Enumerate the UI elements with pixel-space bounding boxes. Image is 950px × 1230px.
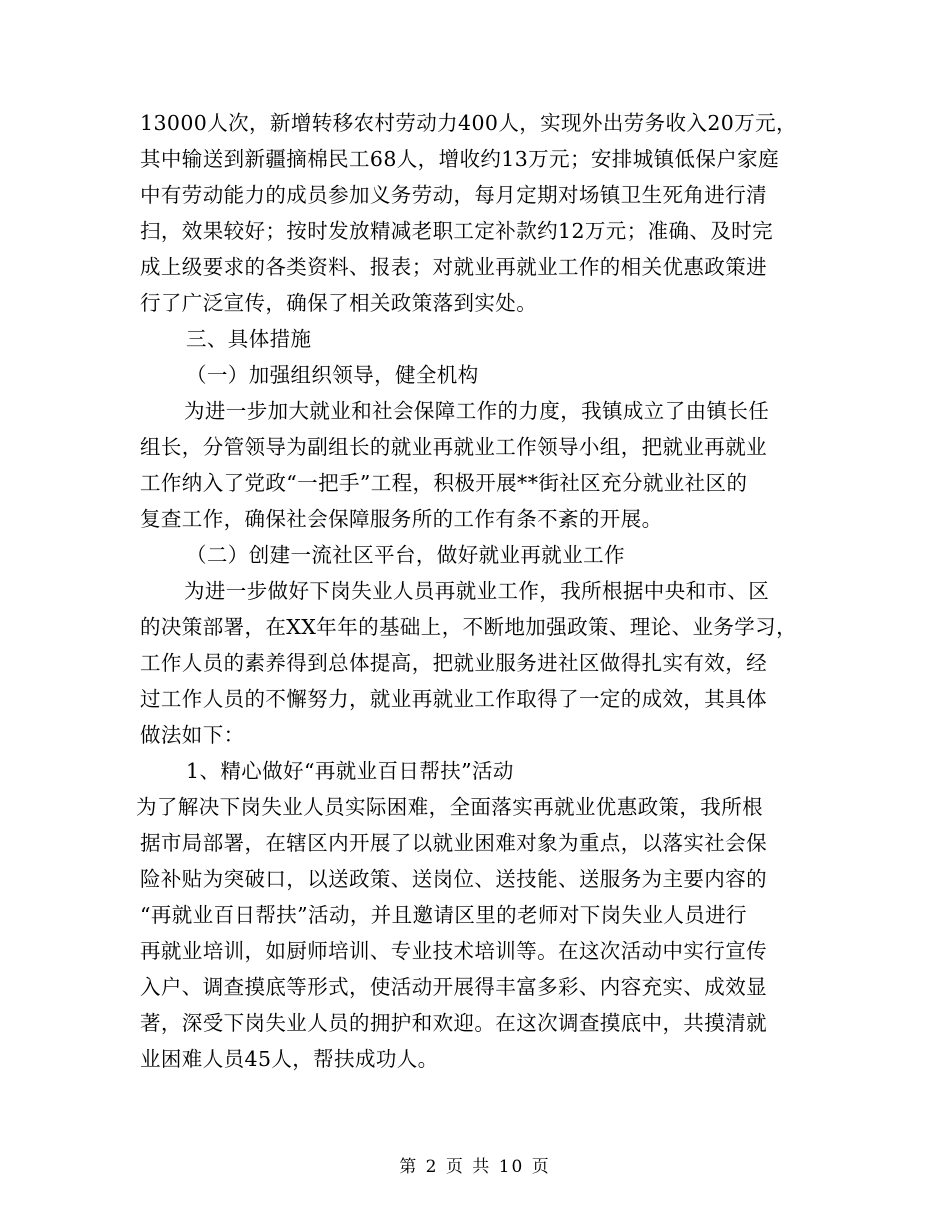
text-line: 其中输送到新疆摘棉民工68人，增收约13万元；安排城镇低保户家庭 [140, 147, 779, 171]
text-line: 行了广泛宣传，确保了相关政策落到实处。 [140, 291, 538, 315]
text-line: 扫，效果较好；按时发放精减老职工定补款约12万元；准确、及时完 [140, 219, 773, 243]
text-line: 工作人员的素养得到总体提高，把就业服务进社区做得扎实有效，经 [140, 651, 767, 675]
text-line: 过工作人员的不懈努力，就业再就业工作取得了一定的成效，其具体 [140, 687, 767, 711]
numbered-heading: 1、精心做好“再就业百日帮扶”活动 [186, 759, 514, 783]
text-line: 成上级要求的各类资料、报表；对就业再就业工作的相关优惠政策进 [140, 255, 767, 279]
paragraph-start-line: 为进一步加大就业和社会保障工作的力度，我镇成立了由镇长任 [184, 399, 770, 423]
text-line: 的决策部署，在XX年年的基础上，不断地加强政策、理论、业务学习， [140, 615, 797, 639]
text-line: 工作纳入了党政“一把手”工程，积极开展**街社区充分就业社区的 [140, 471, 748, 495]
text-line: 做法如下： [140, 723, 245, 747]
page-number-footer: 第 2 页 共 10 页 [399, 1157, 551, 1177]
text-line: 中有劳动能力的成员参加义务劳动，每月定期对场镇卫生死角进行清 [140, 183, 767, 207]
paragraph-start-line: 为进一步做好下岗失业人员再就业工作，我所根据中央和市、区 [184, 579, 770, 603]
text-line: 险补贴为突破口，以送政策、送岗位、送技能、送服务为主要内容的 [140, 867, 767, 891]
section-heading: 三、具体措施 [186, 327, 312, 351]
text-line: 再就业培训，如厨师培训、专业技术培训等。在这次活动中实行宣传 [140, 939, 767, 963]
text-line: “再就业百日帮扶”活动，并且邀请区里的老师对下岗失业人员进行 [140, 903, 747, 927]
text-line: 复查工作，确保社会保障服务所的工作有条不紊的开展。 [140, 507, 663, 531]
subsection-heading: （二）创建一流社区平台，做好就业再就业工作 [186, 543, 625, 567]
text-line: 业困难人员45人，帮扶成功人。 [140, 1047, 439, 1071]
subsection-heading: （一）加强组织领导，健全机构 [186, 363, 479, 387]
text-line: 入户、调查摸底等形式，使活动开展得丰富多彩、内容充实、成效显 [140, 975, 767, 999]
text-line: 组长，分管领导为副组长的就业再就业工作领导小组，把就业再就业 [140, 435, 767, 459]
text-line: 著，深受下岗失业人员的拥护和欢迎。在这次调查摸底中，共摸清就 [140, 1011, 767, 1035]
text-line: 据市局部署，在辖区内开展了以就业困难对象为重点，以落实社会保 [140, 831, 767, 855]
paragraph-start-line: 为了解决下岗失业人员实际困难，全面落实再就业优惠政策，我所根 [136, 795, 763, 819]
text-line: 13000人次，新增转移农村劳动力400人，实现外出劳务收入20万元， [140, 111, 797, 135]
document-body [136, 105, 820, 1077]
